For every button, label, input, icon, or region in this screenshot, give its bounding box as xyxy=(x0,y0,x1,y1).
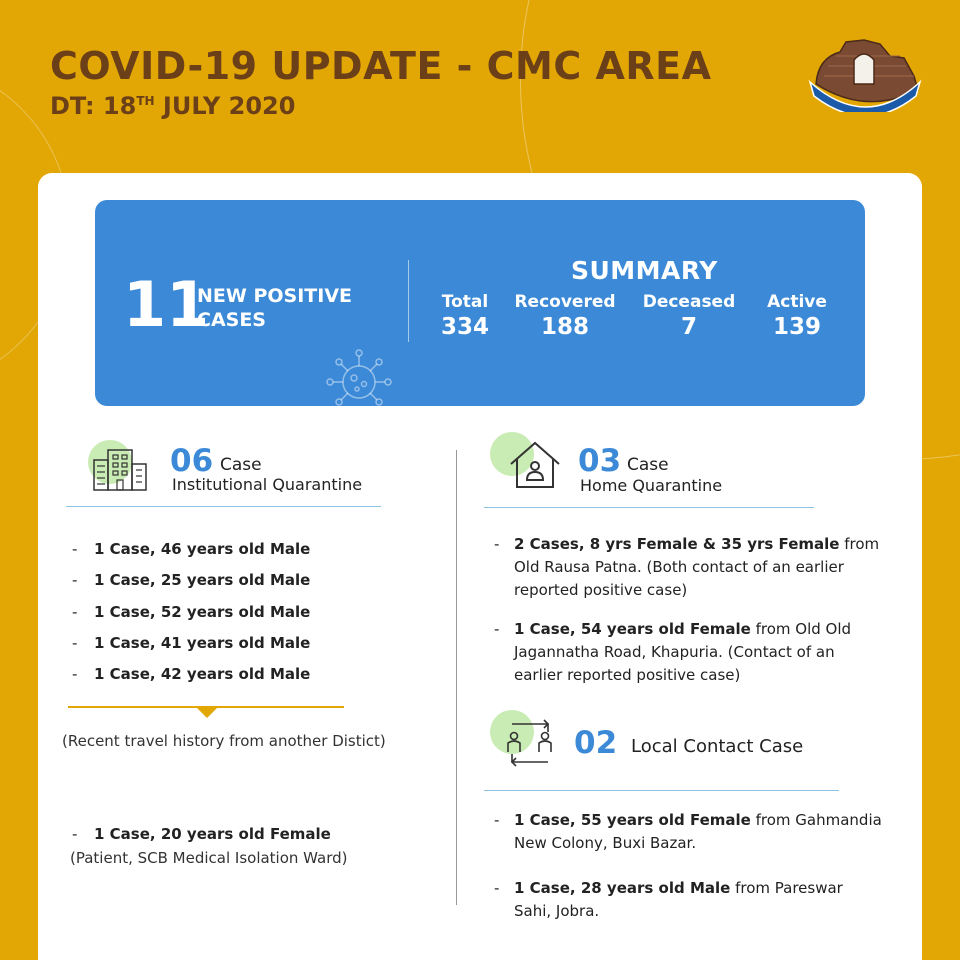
page-title: COVID-19 UPDATE - CMC AREA xyxy=(50,44,712,88)
virus-icon xyxy=(321,346,397,408)
stat-total: Total 334 xyxy=(440,292,489,340)
contact-icon xyxy=(502,716,558,770)
travel-note: (Recent travel history from another Distict) xyxy=(62,732,386,750)
column-divider xyxy=(456,450,457,905)
divider xyxy=(408,260,409,342)
section-rule xyxy=(484,790,839,791)
summary-banner xyxy=(95,200,865,406)
list-item: - 1 Case, 46 years old Male xyxy=(72,540,311,558)
new-cases-count: 11 xyxy=(123,268,210,341)
local-label: Local Contact Case xyxy=(631,736,804,757)
building-icon xyxy=(92,446,148,492)
pointer-triangle xyxy=(197,708,217,718)
home-count: 03 xyxy=(578,443,622,479)
cmc-logo xyxy=(806,36,924,112)
summary-title: SUMMARY xyxy=(571,256,718,285)
home-icon xyxy=(508,440,562,490)
local-count: 02 xyxy=(574,725,618,761)
list-item: - 1 Case, 54 years old Female from Old Old Jagannatha Road, Khapuria. (Contact of an earlier reported positive case) xyxy=(494,620,852,684)
institutional-label: Institutional Quarantine xyxy=(172,475,363,494)
institutional-case-word: Case xyxy=(220,455,262,475)
list-item: - 2 Cases, 8 yrs Female & 35 yrs Female from Old Rausa Patna. (Both contact of an earlier reported positive case) xyxy=(494,535,880,599)
home-case-word: Case xyxy=(627,455,669,475)
list-item: - 1 Case, 25 years old Male xyxy=(72,571,311,589)
home-label: Home Quarantine xyxy=(580,476,723,495)
stat-active: Active 139 xyxy=(767,292,827,340)
institutional-count: 06 xyxy=(170,443,214,479)
page-date: DT: 18TH JULY 2020 xyxy=(50,92,296,120)
list-item: - 1 Case, 41 years old Male xyxy=(72,634,311,652)
patient-note: (Patient, SCB Medical Isolation Ward) xyxy=(70,849,348,867)
list-item: - 1 Case, 42 years old Male xyxy=(72,665,311,683)
list-item: - 1 Case, 20 years old Female xyxy=(72,825,331,843)
list-item: - 1 Case, 28 years old Male from Pareswar Sahi, Jobra. xyxy=(494,879,843,920)
stat-recovered: Recovered 188 xyxy=(514,292,616,340)
list-item: - 1 Case, 52 years old Male xyxy=(72,603,311,621)
section-rule xyxy=(484,507,814,508)
list-item: - 1 Case, 55 years old Female from Gahmandia New Colony, Buxi Bazar. xyxy=(494,811,882,852)
stat-deceased: Deceased 7 xyxy=(642,292,736,340)
section-rule xyxy=(66,506,381,507)
new-cases-label: NEW POSITIVE CASES xyxy=(197,285,352,331)
